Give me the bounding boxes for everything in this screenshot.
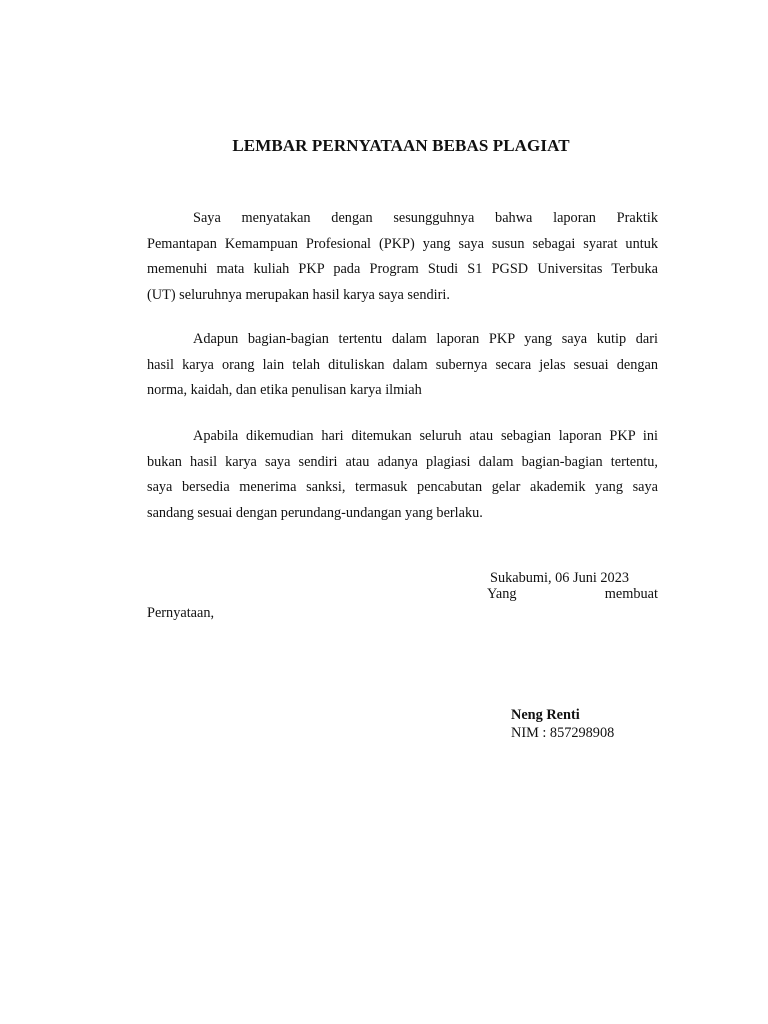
document-title: LEMBAR PERNYATAAN BEBAS PLAGIAT [232, 136, 570, 155]
maker-label-line [487, 586, 658, 603]
paragraph-line: saya bersedia menerima sanksi, termasuk pencabutan gelar akademik yang saya [147, 479, 658, 495]
paragraph-line: Pemantapan Kemampuan Profesional (PKP) yang saya susun sebagai syarat untuk [147, 235, 658, 252]
paragraph-line: memenuhi mata kuliah PKP pada Program Studi S1 PGSD Universitas Terbuka [147, 261, 658, 277]
signer-nim: NIM : 857298908 [511, 725, 615, 741]
paragraph-line: Saya menyatakan dengan sesungguhnya bahwa laporan Praktik [193, 210, 658, 226]
paragraph-line: Adapun bagian-bagian tertentu dalam laporan PKP yang saya kutip dari [193, 331, 658, 347]
paragraph-statement [147, 206, 658, 308]
paragraph-line: norma, kaidah, dan etika penulisan karya ilmiah [147, 382, 422, 398]
maker-word: membuat [604, 586, 658, 602]
paragraph-line: hasil karya orang lain telah dituliskan dalam subernya secara jelas sesuai dengan [147, 356, 658, 373]
paragraph-line: sandang sesuai dengan perundang-undangan yang berlaku. [147, 504, 483, 521]
maker-label-continuation: Pernyataan, [147, 605, 215, 621]
paragraph-line: Apabila dikemudian hari ditemukan seluruh atau sebagian laporan PKP ini [193, 428, 658, 444]
maker-word: Yang [487, 586, 517, 602]
signer-name: Neng Renti [511, 707, 580, 723]
paragraph-sanction [147, 424, 658, 526]
paragraph-line: (UT) seluruhnya merupakan hasil karya saya sendiri. [147, 286, 450, 303]
paragraph-citation [147, 327, 658, 404]
paragraph-line: bukan hasil karya saya sendiri atau adanya plagiasi dalam bagian-bagian tertentu, [147, 453, 658, 470]
place-date: Sukabumi, 06 Juni 2023 [490, 570, 630, 586]
